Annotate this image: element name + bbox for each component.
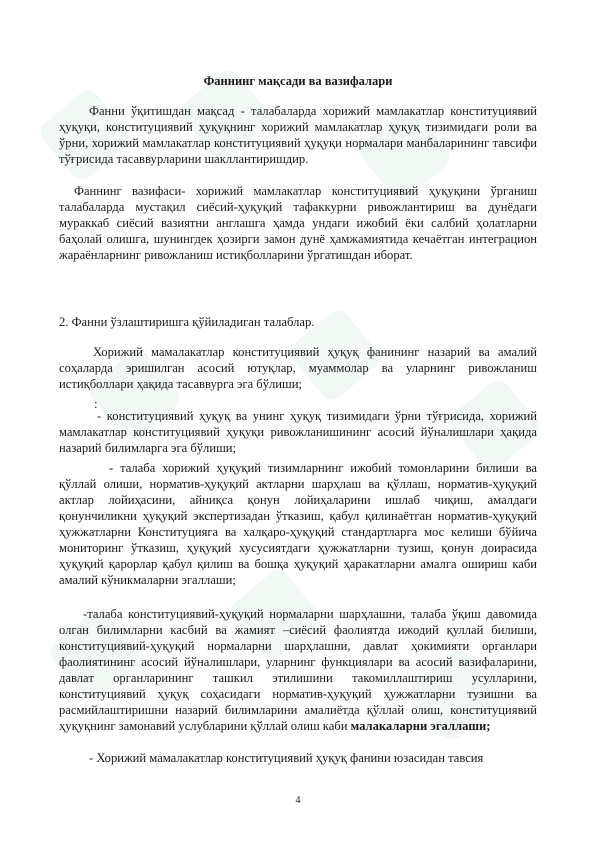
requirement-paragraph-4-text: -талаба конституциявий-ҳуқуқий нормаларни шарҳлашни, талаба ўқиш давомида олган билимларни касбий ва жамият –сиёсий фаолиятда ижодий қуллай билиши, конституциявий-ҳуқуқий нормаларни шарҳлашни, давлат ҳокимияти органлари фаолиятининг асосий йўналишлари, уларнинг функциялари ва асосий вазифаларини, давлат органларининг ташкил этилишини такомиллаштириш усулларини, конституциявий ҳуқуқ соҳасидаги норматив-ҳуқуқий ҳужжатларни тузишни ва расмийлаштиришни назарий билимларини амалиётда қўллай олиш, конституциявий ҳуқуқнинг замонавий услубларини қўллай олиш каби [59, 607, 537, 733]
page-title: Фаннинг мақсади ва вазифалари [203, 74, 393, 88]
requirement-paragraph-3: - талаба хорижий ҳуқуқий тизимларнинг ижобий томонларини билиши ва қўллай олиши, норматив-ҳуқуқий актларни шарҳлаш ва қўллаш, норматив-ҳуқуқий актлар лойиҳасини, айниқса қонун лойиҳаларини ишлаб чиқиш, амалдаги қонунчиликни ҳуқуқий экспертизадан ўтказиш, қабул қилинаётган норматив-ҳуқуқий ҳужжатларни Конституцияга ва халқаро-ҳуқуқий стандартларга мос келиши бўйича мониторинг ўтказиш, ҳуқуқий хусусиятдаги ҳужжатларни тузиш, қонун доирасида ҳуқуқий қарорлар қабул қилиш ва бошқа ҳуқуқий ҳаракатларни амалга ошириш каби амалий кўникмаларни эгаллаши; [59, 461, 537, 587]
goal-paragraph: Фанни ўқитишдан мақсад - талабаларда хорижий мамлакатлар конституциявий ҳуқуқи, конституциявий ҳуқуқнинг хорижий мамлакатлар ҳуқуқ тизимидаги роли ва ўрни, хорижий мамлакатлар конституциявий ҳуқуқи нормалари манбаларининг тавсифи тўғрисида тасаввурларини шакллантиришдир. [59, 104, 537, 166]
requirements-heading: 2. Фанни ўзлаштиришга қўйиладиган талаблар. [59, 315, 315, 329]
requirement-paragraph-4 [59, 606, 537, 734]
tasks-paragraph: Фаннинг вазифаси- хорижий мамлакатлар конституциявий ҳуқуқини ўрганиш талабаларда мустақил сиёсий-ҳуқуқий тафаккурни ривожлантириш ва дунёдаги мураккаб сиёсий вазиятни англашга ҳамда ундаги ижобий ёки салбий ҳолатларни баҳолай олишга, шунингдек ҳозирги замон дунё ҳамжамиятида кечаётган интеграцион жараёнларнинг ривожланиш истиқболларини ўргатишдан иборат. [59, 184, 537, 262]
requirement-paragraph-5: - Хорижий мамалакатлар конституциявий ҳуқуқ фанини юзасидан тавсия [89, 751, 484, 765]
colon-line: : [94, 397, 98, 411]
requirement-paragraph-4-bold: малакаларни эгаллаши; [350, 719, 491, 733]
requirement-paragraph-1: Хорижий мамалакатлар конституциявий ҳуқуқ фанининг назарий ва амалий соҳаларда эришилган асосий ютуқлар, муаммолар ва уларнинг ривожланиш истиқболлари ҳақида тасаввурга эга бўлиши; [59, 345, 537, 391]
page-number: 4 [295, 795, 301, 806]
requirement-paragraph-2: - конституциявий ҳуқуқ ва унинг ҳуқуқ тизимидаги ўрни тўғрисида, хорижий мамлакатлар конституциявий ҳуқуқи ривожланишининг асосий йўналишлари ҳақида назарий билимларга эга бўлиши; [59, 409, 537, 455]
